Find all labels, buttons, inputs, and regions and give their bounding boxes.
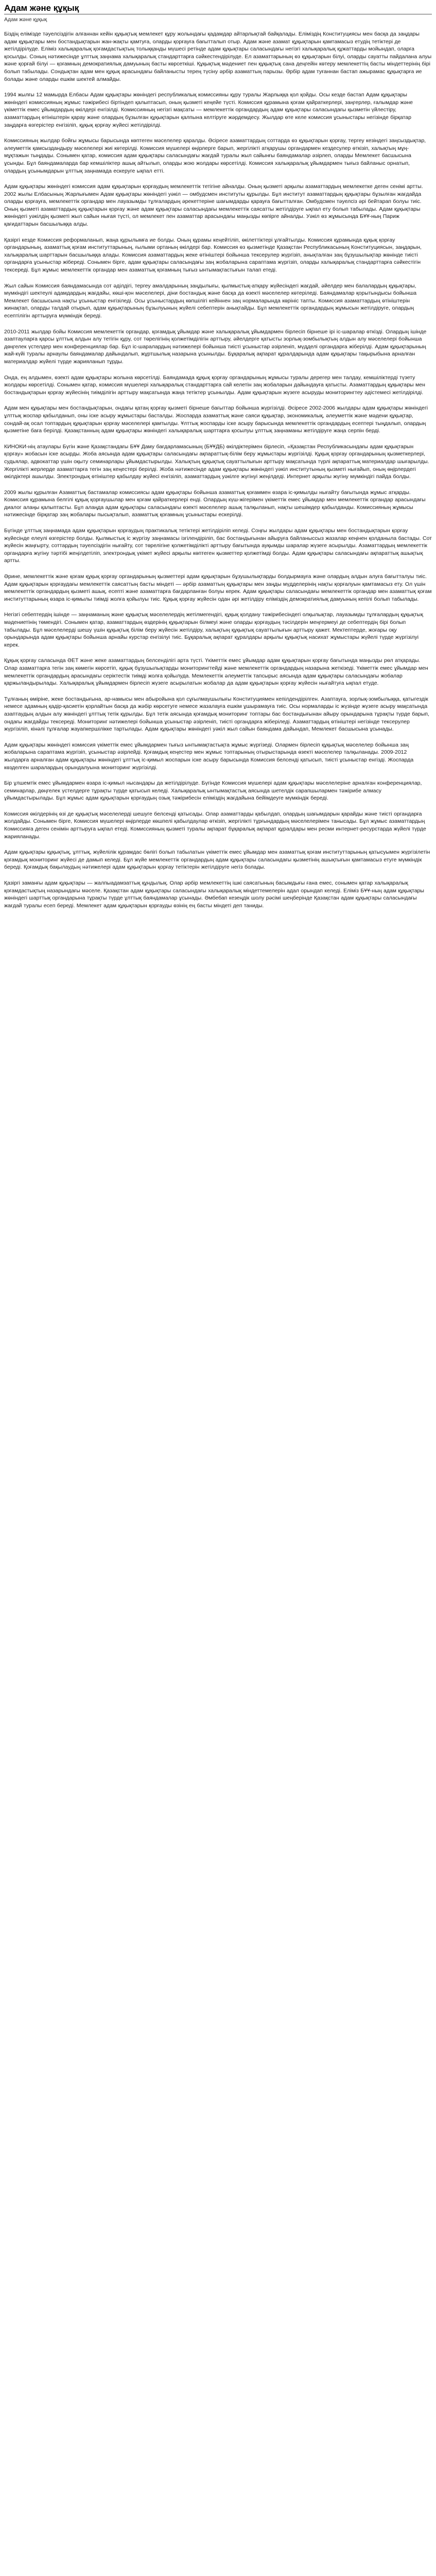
article-paragraph: Тұлғаның өміріне, жеке бостандығына, ар-намысы мен абыройына қол сұғылмаушылығы Конституциямен кепілдендірілген. Азаптауға, зорлық-зомбылыққа, қатыгездік немесе адамның қадір-қасиетін қорлайтын басқа да жәбір көрсетуге немесе жазалауға ешкім ұшырамауға тиіс. Осы нормаларды іс жүзінде жүзеге асыру мақсатында азаптаудың алдын алу жөніндегі ұлттық тетік құрылды. Бұл тетік аясында қоғамдық мониторинг топтары бас бостандығынан айыру орындарына тұрақты түрде барып, ондағы жағдайды тексереді. Мониторинг нәтижелері бойынша ұсыныстар әзірленіп, тиісті органдарға жіберіледі. Азаматтардың өтініштері негізінде тексерулер жүргізіліп, кінәлі тұлғалар жауапкершілікке тартылады. Адам құқықтары жөніндегі уәкіл жыл сайын баяндама дайындап, Мемлекет басшысына ұсынады. (4, 696, 429, 733)
article-paragraph: Комиссияның жылдар бойғы жұмысы барысында көптеген мәселелер қаралды. Әсіресе азаматтардың соттарда өз құқықтарын қорғау, тергеу кезіндегі заңсыздықтар, әлеуметтік қамсыздандыру мәселелері жиі көтерілді. Комиссия мүшелері өңірлерге барып, жергілікті атқарушы органдармен кездесулер өткізіп, халықтың мұң-мұқтажын тыңдады. Сонымен қатар, комиссия адам құқықтары саласындағы жағдай туралы жыл сайынғы баяндамалар әзірлеп, оларды Мемлекет басшысына ұсынды. Бұл баяндамаларда бар кемшіліктер ашық айтылып, оларды жою жолдары көрсетілді. Комиссия халықаралық ұйымдармен тығыз байланыс орнатып, олардың ұсынымдарын ұлттық заңнамада ескеруге ықпал етті. (4, 138, 426, 174)
article-paragraph: Адам құқықтары жөніндегі комиссия үкіметтік емес ұйымдармен тығыз ынтымақтастықта жұмыс жүргізеді. Олармен бірлесіп құқықтық мәселелер бойынша заң жобаларына сараптама жүргізіп, ұсыныстар әзірлейді. Қоғамдық кеңестер мен жұмыс топтарының отырыстарында өзекті мәселелер талқыланады. 2009-2012 жылдарға арналған адам құқықтары жөніндегі ұлттық іс-қимыл жоспарын іске асыру барысында Комиссия белсенді қатысып, тиісті ұсыныстар енгізді. Жоспарда көзделген шаралардың орындалуына мониторинг жүргізілді. (4, 741, 414, 771)
article-paragraph: Адам құқықтары жөніндегі комиссия адам құқықтарын қорғаудың мемлекеттік тетігіне айналды. Оның қызметі арқылы азаматтардың мемлекетке деген сенімі артты. 2002 жылы Елбасының Жарлығымен Адам құқықтары жөніндегі уәкіл — омбудсмен институты құрылды. Бұл институт азаматтардың құқықтары бұзылған жағдайда оларды қорғауға, мемлекеттік органдар мен лауазымды тұлғалардың әрекеттеріне шағымдарды қарауға бағытталған. Омбудсмен тәуелсіз әрі бейтарап болуы тиіс. Оның қызметі азаматтардың құқықтарын қорғау және адам құқықтары саласындағы мемлекеттік саясатты жетілдіруге ықпал ету болып табылады. Адам құқықтары жөніндегі уәкілдің қызметі жыл сайын нығая түсті, ол мемлекет пен азаматтар арасындағы маңызды көпірге айналды. Уәкіл өз жұмысында БҰҰ-ның Париж қағидаттарын басшылыққа алды. (4, 183, 423, 228)
article-paragraph: Адам мен құқықтары мен бостандықтарын, ондағы қатаң қорғау қызметі бірнеше бағыттар бойынша жүргізілді. Әсіресе 2002-2006 жылдары адам құқықтары жөніндегі ұлттық жоспар қабылданып, оны іске асыру жұмыстары басталды. Жоспарда азаматтық және саяси құқықтар, экономикалық, әлеуметтік және мәдени құқықтар, сондай-ақ осал топтардың құқықтарын қорғау мәселелері қамтылды. Ұлттық жоспарды іске асыру барысында мемлекеттік органдардың есептері тыңдалып, олардың қызметіне баға берілді. Қазақстанның адам құқықтары жөніндегі халықаралық шарттарға қосылуы ұлттық заңнаманы жетілдіруге жаңа серпін берді. (4, 405, 428, 434)
article-paragraph: Әрине, мемлекеттік және қоғам құқық қорғау органдарының қызметтері адам құқықтарын бұзушылықтарды болдырмауға және олардың алдын алуға бағытталуы тиіс. Адам құқықтарын қорғаудағы мемлекеттік саясаттың басты міндеті — әрбір азаматтың құқықтары мен заңды мүдделерінің нақты қорғалуын қамтамасыз ету. Ол үшін мемлекеттік органдардың қызметі ашық, есепті және азаматтарға бағдарланған болуы керек. Адам құқықтары саласындағы мемлекеттік органдар мен азаматтық қоғам институттарының өзара іс-қимылы тиімді жолға қойылуы тиіс. Құқық қорғау жүйесін одан әрі жетілдіру еліміздің демократиялық дамуының кепілі болып табылады. (4, 573, 432, 602)
article-paragraph: Қазіргі кезде Комиссия реформаланып, жаңа құрылымға ие болды. Оның құрамы кеңейтіліп, өкілеттіктері ұлғайтылды. Комиссия құрамында құқық қорғау органдарының, азаматтық қоғам институттарының, ғылыми ортаның өкілдері бар. Комиссия өз қызметінде Қазақстан Республикасының Конституциясын, заңдарын, халықаралық шарттарын басшылыққа алады. Комиссия азаматтардың жеке өтініштері бойынша тексерулер жүргізіп, анықталған заң бұзушылықтар жөнінде тиісті органдарға ұсыныстар жібереді. Сонымен бірге, адам құқықтары саласындағы заң жобаларына сараптама жүргізіп, оларды халықаралық стандарттарға сәйкестігін тексереді. Бұл жұмыс мемлекеттік органдар мен азаматтық қоғамның тығыз ынтымақтастығын талап етеді. (4, 236, 422, 274)
article-paragraph: 1994 жылғы 12 мамырда Елбасы Адам құқықтары жөніндегі республикалық комиссияны құру туралы Жарлыққа қол қойды. Осы кезде бастап Адам құқықтары жөніндегі комиссияның жұмыс тәжірибесі біртіндеп қалыптасып, оның қызметі кеңейе түсті. Комиссия құрамына қоғам қайраткерлері, заңгерлер, ғалымдар және үкіметтік емес ұйымдардың өкілдері енгізілді. Комиссияның негізгі мақсаты — мемлекеттік органдардың адам құқықтары саласындағы қызметін үйлестіру, азаматтардың өтініштерін қарау және олардың бұзылған құқықтарын қалпына келтіруге жәрдемдесу. Жылдар өте келе комиссия ұсыныстары негізінде бірқатар заңдарға өзгерістер енгізіліп, құқық қорғау жүйесі жетілдірілді. (4, 92, 413, 128)
page-subtitle: Адам және құқық (4, 16, 47, 23)
article-paragraph: Құқық қорғау саласында ӘЕТ және жеке азаматтардың белсенділігі арта түсті. Үкіметтік емес ұйымдар адам құқықтарын қорғау бағытында маңызды рөл атқарады. Олар азаматтарға тегін заң көмегін көрсетіп, құқық бұзушылықтарды мониторингтейді және мемлекеттік органдардың назарына жеткізеді. Үкіметтік емес ұйымдар мен мемлекеттік органдардың арасындағы серіктестік тиімді жолға қойылуда. Мемлекеттік әлеуметтік тапсырыс аясында адам құқықтары саласындағы жобалар қаржыландырылады. Халықаралық ұйымдармен бірлесіп жүзеге асырылатын жобалар да адам құқықтарын қорғау жүйесін нығайтуға ықпал етуде. (4, 657, 428, 687)
article-paragraph: 2009 жылы құрылған Азаматтық бастамалар комиссиясы адам құқықтары бойынша азаматтық қоғаммен өзара іс-қимылды нығайту бағытында жұмыс атқарды. Комиссия құрамына белгілі құқық қорғаушылар мен қоғам қайраткерлері енді. Олардың күш-жігерімен үкіметтік емес ұйымдар мен мемлекеттік органдар арасындағы диалог алаңы қалыптасты. Бұл алаңда адам құқықтары саласындағы өзекті мәселелер ашық талқыланып, нақты шешімдер қабылданды. Комиссияның жұмысы нәтижесінде бірқатар заң жобалары пысықталып, азаматтық қоғамның ұсыныстары ескерілді. (4, 489, 426, 518)
article-body (4, 30, 432, 909)
article-paragraph: Негізгі себептердің ішінде — заңнаманың және құқықтық мәселелердің жетілмегендігі, құқық қолдану тәжірибесіндегі олқылықтар, лауазымды тұлғалардың құқықтық мәдениетінің төмендігі. Сонымен қатар, азаматтардың өздерінің құқықтарын білмеуі және оларды қорғаудың тәсілдерін меңгермеуі де себептердің бірі болып табылады. Бұл мәселелерді шешу үшін құқықтық білім беру жүйесін жетілдіру, халықтың құқықтық сауаттылығын арттыру қажет. Мектептерде, жоғары оқу орындарында адам құқықтары бойынша арнайы курстар енгізілуі тиіс. Бұқаралық ақпарат құралдары арқылы құқықтық насихат жұмыстары жүйелі түрде жүргізілуі керек. (4, 612, 423, 648)
page (0, 0, 436, 909)
article-paragraph: Онда, ең алдымен, өзекті адам құқықтары жолына көрсетілді. Баяндамада құқық қорғау органдарының жұмысы туралы дерегер мен талдау, кемшіліктерді түзету жолдары көрсетілді. Сонымен қатар, комиссия мүшелері халықаралық стандарттарға сай келетін заң жобаларын дайындауға қатысты. Азаматтардың құқықтары мен бостандықтарын қорғау жүйесінің тиімділігін арттыру мақсатында жаңа тетіктер ұсынылды. Адам құқықтарын жүзеге асыруды мониторингтеу әдістемесі жетілдірілді. (4, 374, 425, 396)
page-title: Адам және құқық (4, 3, 79, 13)
article-paragraph: Комиссия өкілдерінің өзі де құқықтық мәселелерді шешуге белсенді қатысады. Олар азаматтарды қабылдап, олардың шағымдарын қарайды және тиісті органдарға жолдайды. Сонымен бірге, Комиссия мүшелері өңірлерде көшпелі қабылдаулар өткізіп, жергілікті тұрғындардың мәселелерімен танысады. Бұл жұмыс азаматтардың Комиссияға деген сенімін арттыруға ықпал етеді. Комиссияның қызметі туралы ақпарат бұқаралық ақпарат құралдары мен ресми интернет-ресурстарда жүйелі түрде жарияланады. (4, 810, 426, 840)
article-paragraph: 2010-2011 жылдар бойы Комиссия мемлекеттік органдар, қоғамдық ұйымдар және халықаралық ұйымдармен бірлесіп бірнеше ірі іс-шаралар өткізді. Олардың ішінде азаптауларға қарсы ұлттық алдын алу тетігін құру, сот төрелігінің қолжетімділігін арттыру, әйелдерге қатысты зорлық-зомбылықтың алдын алу мәселелері бойынша дөңгелек үстелдер мен конференциялар бар. Бұл іс-шаралардың нәтижелері бойынша тиісті ұсыныстар әзірленіп, мүдделі органдарға жіберілді. Адам құқықтарының жай-күйі туралы арнаулы баяндамалар дайындалып, жұртшылық назарына ұсынылды. Бұқаралық ақпарат құралдарында адам құқықтары тақырыбына арналған материалдар жүйелі түрде жарияланып тұрды. (4, 328, 427, 365)
article-paragraph: Қазіргі заманғы адам құқықтары — жалпыадамзаттық құндылық. Олар әрбір мемлекеттің ішкі саясатының басымдығы ғана емес, сонымен қатар халықаралық қоғамдастықтың назарындағы мәселе. Қазақстан адам құқықтары саласындағы халықаралық міндеттемелерін адал орындап келеді. Еліміз БҰҰ-ның адам құқықтары жөніндегі шарттық органдарына тұрақты түрде ұлттық баяндамалар ұсынады. Әмбебап кезеңдік шолу рәсімі шеңберінде Қазақстан адам құқықтары саласындағы жағдай туралы есеп береді. Мемлекет адам құқықтарын қорғауды өзінің ең басты міндеті деп таниды. (4, 880, 424, 909)
article-paragraph: Біздің елімізде тәуелсіздігін алғаннан кейін құқықтық мемлекет құру жолындағы қадамдар айтарлықтай байқалады. Еліміздің Конституциясы мен басқа да заңдары адам құқықтары мен бостандықтарын жан-жақты қамтуға, оларды қорғауға бағытталып отыр. Адам және азамат құқықтарын қамтамасыз етудің тетіктері де жетілдірілуде. Еліміз халықаралық қоғамдастықтың толыққанды мүшесі ретінде адам құқықтары саласындағы негізгі халықаралық құжаттарды мойындап, оларға қосылды. Соның нәтижесінде ұлттық заңнама халықаралық стандарттарға сәйкестендірілуде. Ел азаматтарының өз құқықтарын білуі, оларды сауатты пайдалана алуы және қорғай білуі — қоғамның демократиялық дамуының басты көрсеткіші. Құқықтық мәдениет пен құқықтық сана деңгейін көтеру мемлекеттің басты міндеттерінің бірі болып табылады. Сондықтан адам мен құқық арасындағы байланысты терең түсіну әрбір азаматтың парызы. Әрбір адам туғаннан бастап ажырамас құқықтарға ие болады және оларды ешкім шектей алмайды. (4, 31, 432, 82)
article-paragraph: Бір ұлшемтік емес ұйымдармен өзара іс-қимыл нысандары да жетілдірілуде. Бүгінде Комиссия мүшелері адам құқықтары мәселелеріне арналған конференциялар, семинарлар, дөңгелек үстелдерге тұрақты түрде қатысып келеді. Халықаралық ынтымақтастық аясында шетелдік сарапшылармен тәжірибе алмасу ұйымдастырылады. Бұл жұмыс адам құқықтарын қорғаудың озық тәжірибесін еліміздің жағдайына бейімдеуге мүмкіндік береді. (4, 780, 422, 802)
article-paragraph: Адам құқықтары құқықтық, ұлттық, жүйелілік құрамдас бөлігі болып табылатын үкіметтік емес ұйымдар мен азаматтық қоғам институттарының қатысуымен жүргізілетін қоғамдық мониторинг жүйесі де дамып келеді. Бұл жүйе мемлекеттік органдардың адам құқықтары саласындағы қызметінің ашықтығын қамтамасыз етуге мүмкіндік береді. Қоғамдық бақылаудың нәтижелері адам құқықтарын қорғау тетіктерін жетілдіруге негіз болады. (4, 849, 430, 871)
article-paragraph: Бүгінде ұлттық заңнамада адам құқықтарын қорғаудың практикалық тетіктері жетілдіріліп келеді. Соңғы жылдары адам құқықтары мен бостандықтарын қорғау жүйесінде елеулі өзгерістер болды. Қылмыстық іс жүргізу заңнамасы ізгілендіріліп, бас бостандығынан айыруға байланыссыз жазалар кеңінен қолданыла бастады. Сот жүйесін жаңғырту, соттардың тәуелсіздігін нығайту, сот төрелігіне қолжетімділікті арттыру бағытында ауқымды шаралар жүзеге асырылды. Азаматтардың мемлекеттік органдарға жүгіну тәртібі жеңілдетіліп, электрондық үкімет жүйесі арқылы көптеген қызметтер қолжетімді болды. Адам құқықтары саласындағы ақпараттық ашықтық артты. (4, 528, 432, 564)
article-paragraph: Жыл сайын Комиссия баяндамасында сот әділдігі, тергеу амалдарының заңдылығы, қылмыстық-атқару жүйесіндегі жағдай, әйелдер мен балалардың құқықтары, мүмкіндігі шектеулі адамдардың жағдайы, көші-қон мәселелері, діни бостандық және басқа да өзекті мәселелер көтеріледі. Баяндамалар қорытындысы бойынша Мемлекет басшысына нақты ұсыныстар енгізіледі. Осы ұсыныстардың көпшілігі кейіннен заң нормаларында көрініс тапты. Комиссия азаматтардың өтініштерін жинақтап, оларды талдай отырып, адам құқықтарының бұзылуының жүйелі себептерін анықтайды. Бұл мемлекеттік органдардың жұмысын жетілдіруге, олардың есептілігін арттыруға мүмкіндік береді. (4, 282, 417, 319)
article-paragraph: КИНОКИ-нің атаулары Бүгін және Қазақстандағы БҰҰ Даму бағдарламасының (БҰҰДБ) өкілдіктерімен бірлесіп, «Қазақстан Республикасындағы адам құқықтарын қорғау» жобасын іске асырды. Жоба аясында адам құқықтары саласындағы ақпараттық-білім беру жұмыстары жүргізілді. Құқық қорғау органдарының қызметкерлері, судьялар, адвокаттар үшін оқыту семинарлары ұйымдастырылды. Халықтың құқықтық сауаттылығын арттыру мақсатында түрлі ақпараттық материалдар шығарылды. Жергілікті жерлерде азаматтарға тегін заң кеңестері берілді. Жоба нәтижесінде адам құқықтары жөніндегі уәкіл институтының қызметі нығайып, оның өңірлердегі өкілдіктері ашылды. Электрондық өтініштер қабылдау жүйесі енгізіліп, азаматтардың уәкілге жүгінуі жеңілдеді. Интернет арқылы жүгіну мүмкіндігі пайда болды. (4, 443, 429, 480)
